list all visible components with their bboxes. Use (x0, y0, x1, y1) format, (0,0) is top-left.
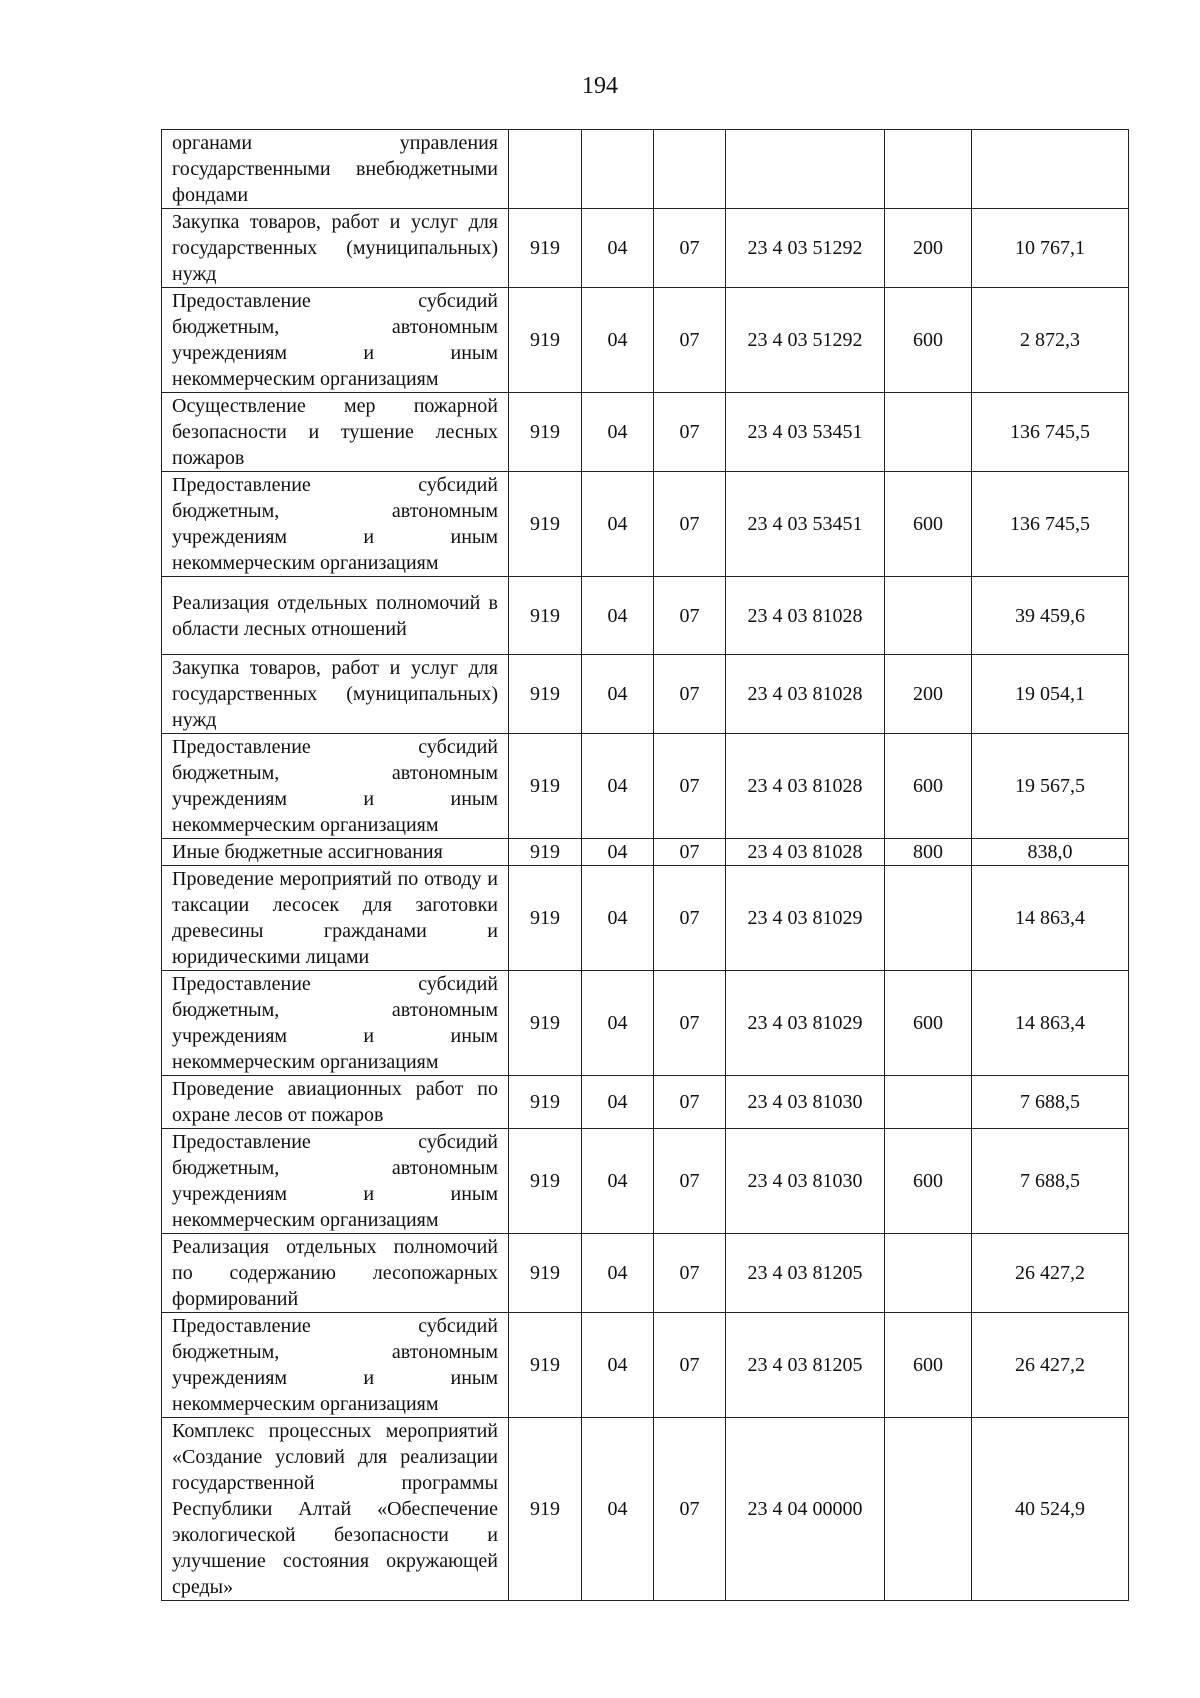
row-grbs: 919 (509, 1234, 582, 1313)
row-razdel: 04 (582, 1076, 654, 1129)
row-razdel: 04 (582, 209, 654, 288)
row-grbs: 919 (509, 734, 582, 839)
row-expense-type: 600 (885, 288, 972, 393)
row-razdel: 04 (582, 866, 654, 971)
row-grbs: 919 (509, 971, 582, 1076)
row-target-article: 23 4 04 00000 (726, 1418, 885, 1601)
row-description: Проведение мероприятий по отводу и таксации лесосек для заготовки древесины гражданами и юридическими лицами (162, 866, 509, 971)
row-grbs: 919 (509, 866, 582, 971)
table-row (162, 288, 1129, 393)
row-amount (972, 130, 1129, 209)
row-grbs: 919 (509, 1313, 582, 1418)
row-podrazdel: 07 (654, 393, 726, 472)
row-grbs (509, 130, 582, 209)
row-expense-type: 200 (885, 209, 972, 288)
row-razdel: 04 (582, 971, 654, 1076)
row-razdel: 04 (582, 577, 654, 655)
row-target-article: 23 4 03 81028 (726, 577, 885, 655)
row-razdel (582, 130, 654, 209)
row-description: Комплекс процессных мероприятий «Создание условий для реализации государственной программы Республики Алтай «Обеспечение экологической безопасности и улучшение состояния окружающей среды» (162, 1418, 509, 1601)
row-podrazdel: 07 (654, 1234, 726, 1313)
row-expense-type: 600 (885, 1129, 972, 1234)
table-row (162, 1313, 1129, 1418)
row-podrazdel: 07 (654, 1076, 726, 1129)
budget-table (161, 129, 1129, 1601)
row-expense-type: 600 (885, 1313, 972, 1418)
row-amount: 39 459,6 (972, 577, 1129, 655)
row-amount: 7 688,5 (972, 1129, 1129, 1234)
row-razdel: 04 (582, 655, 654, 734)
row-podrazdel: 07 (654, 209, 726, 288)
row-description: Реализация отдельных полномочий в области лесных отношений (162, 577, 509, 655)
row-target-article: 23 4 03 81029 (726, 866, 885, 971)
row-podrazdel: 07 (654, 971, 726, 1076)
row-description: Предоставление субсидий бюджетным, автономным учреждениям и иным некоммерческим организациям (162, 1313, 509, 1418)
table-row (162, 971, 1129, 1076)
row-podrazdel: 07 (654, 577, 726, 655)
row-podrazdel (654, 130, 726, 209)
row-target-article: 23 4 03 81028 (726, 655, 885, 734)
row-razdel: 04 (582, 734, 654, 839)
row-amount: 19 567,5 (972, 734, 1129, 839)
row-expense-type (885, 1076, 972, 1129)
row-grbs: 919 (509, 839, 582, 866)
row-grbs: 919 (509, 288, 582, 393)
row-amount: 14 863,4 (972, 971, 1129, 1076)
row-description: Предоставление субсидий бюджетным, автономным учреждениям и иным некоммерческим организациям (162, 971, 509, 1076)
row-expense-type: 600 (885, 472, 972, 577)
row-grbs: 919 (509, 577, 582, 655)
row-expense-type (885, 130, 972, 209)
row-amount: 14 863,4 (972, 866, 1129, 971)
row-razdel: 04 (582, 393, 654, 472)
row-expense-type (885, 1234, 972, 1313)
row-target-article: 23 4 03 81030 (726, 1076, 885, 1129)
row-podrazdel: 07 (654, 839, 726, 866)
table-row (162, 1076, 1129, 1129)
row-expense-type: 200 (885, 655, 972, 734)
table-row (162, 1234, 1129, 1313)
row-description: Предоставление субсидий бюджетным, автономным учреждениям и иным некоммерческим организациям (162, 288, 509, 393)
table-row (162, 577, 1129, 655)
table-row (162, 866, 1129, 971)
row-amount: 26 427,2 (972, 1234, 1129, 1313)
row-target-article: 23 4 03 81205 (726, 1234, 885, 1313)
row-razdel: 04 (582, 1418, 654, 1601)
row-grbs: 919 (509, 1129, 582, 1234)
row-target-article (726, 130, 885, 209)
row-expense-type (885, 866, 972, 971)
row-target-article: 23 4 03 51292 (726, 288, 885, 393)
row-expense-type: 800 (885, 839, 972, 866)
table-row (162, 839, 1129, 866)
row-podrazdel: 07 (654, 472, 726, 577)
row-target-article: 23 4 03 81030 (726, 1129, 885, 1234)
row-target-article: 23 4 03 81028 (726, 839, 885, 866)
row-razdel: 04 (582, 288, 654, 393)
row-amount: 2 872,3 (972, 288, 1129, 393)
table-row (162, 130, 1129, 209)
row-grbs: 919 (509, 1076, 582, 1129)
row-podrazdel: 07 (654, 1418, 726, 1601)
row-description: Предоставление субсидий бюджетным, автономным учреждениям и иным некоммерческим организациям (162, 472, 509, 577)
row-target-article: 23 4 03 81028 (726, 734, 885, 839)
row-description: Предоставление субсидий бюджетным, автономным учреждениям и иным некоммерческим организациям (162, 1129, 509, 1234)
row-amount: 7 688,5 (972, 1076, 1129, 1129)
row-target-article: 23 4 03 81205 (726, 1313, 885, 1418)
row-amount: 26 427,2 (972, 1313, 1129, 1418)
row-description: Реализация отдельных полномочий по содержанию лесопожарных формирований (162, 1234, 509, 1313)
row-expense-type: 600 (885, 971, 972, 1076)
table-row (162, 393, 1129, 472)
row-target-article: 23 4 03 53451 (726, 393, 885, 472)
row-razdel: 04 (582, 472, 654, 577)
page-number: 194 (582, 73, 618, 99)
row-podrazdel: 07 (654, 1129, 726, 1234)
row-description: Закупка товаров, работ и услуг для государственных (муниципальных) нужд (162, 655, 509, 734)
row-description: Предоставление субсидий бюджетным, автономным учреждениям и иным некоммерческим организациям (162, 734, 509, 839)
budget-table-body (162, 130, 1129, 1601)
table-row (162, 472, 1129, 577)
row-description: Проведение авиационных работ по охране лесов от пожаров (162, 1076, 509, 1129)
row-grbs: 919 (509, 209, 582, 288)
row-target-article: 23 4 03 51292 (726, 209, 885, 288)
row-description: органами управления государственными внебюджетными фондами (162, 130, 509, 209)
table-row (162, 209, 1129, 288)
row-podrazdel: 07 (654, 866, 726, 971)
row-amount: 40 524,9 (972, 1418, 1129, 1601)
row-expense-type: 600 (885, 734, 972, 839)
row-target-article: 23 4 03 81029 (726, 971, 885, 1076)
row-description: Осуществление мер пожарной безопасности и тушение лесных пожаров (162, 393, 509, 472)
row-expense-type (885, 577, 972, 655)
table-row (162, 1418, 1129, 1601)
row-expense-type (885, 393, 972, 472)
row-podrazdel: 07 (654, 1313, 726, 1418)
row-description: Закупка товаров, работ и услуг для государственных (муниципальных) нужд (162, 209, 509, 288)
row-amount: 136 745,5 (972, 472, 1129, 577)
row-amount: 136 745,5 (972, 393, 1129, 472)
row-target-article: 23 4 03 53451 (726, 472, 885, 577)
row-amount: 838,0 (972, 839, 1129, 866)
table-row (162, 734, 1129, 839)
row-expense-type (885, 1418, 972, 1601)
table-row (162, 1129, 1129, 1234)
row-grbs: 919 (509, 393, 582, 472)
row-grbs: 919 (509, 655, 582, 734)
row-podrazdel: 07 (654, 288, 726, 393)
table-row (162, 655, 1129, 734)
row-grbs: 919 (509, 472, 582, 577)
row-grbs: 919 (509, 1418, 582, 1601)
row-razdel: 04 (582, 1313, 654, 1418)
row-amount: 10 767,1 (972, 209, 1129, 288)
row-razdel: 04 (582, 1234, 654, 1313)
row-razdel: 04 (582, 839, 654, 866)
row-description: Иные бюджетные ассигнования (162, 839, 509, 866)
row-podrazdel: 07 (654, 655, 726, 734)
row-razdel: 04 (582, 1129, 654, 1234)
row-amount: 19 054,1 (972, 655, 1129, 734)
row-podrazdel: 07 (654, 734, 726, 839)
